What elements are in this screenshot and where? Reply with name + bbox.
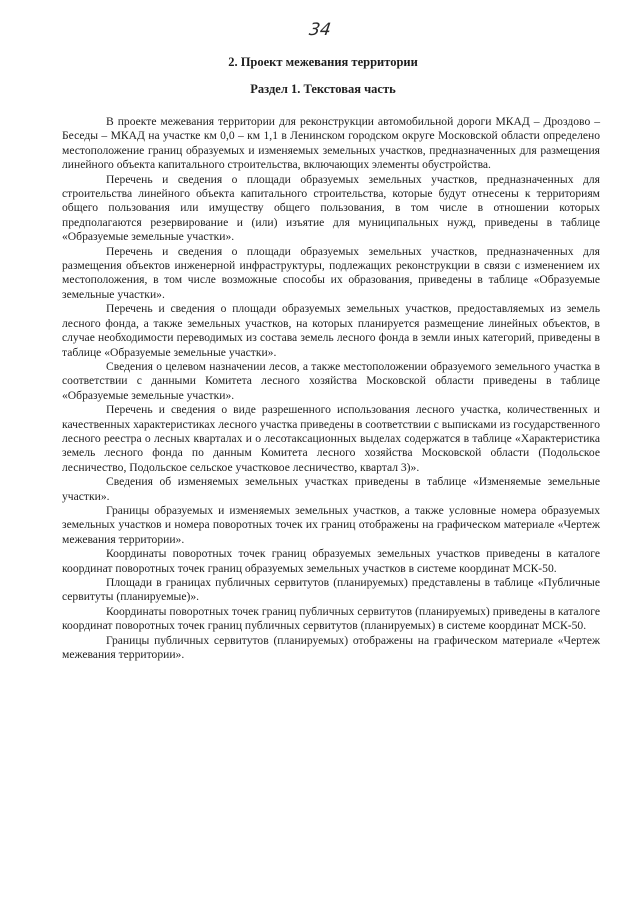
paragraph: Координаты поворотных точек границ образуемых земельных участков приведены в каталоге координат поворотных точек границ образуемых земельных участков в системе координат МСК-50. xyxy=(62,547,600,575)
section-subtitle: Раздел 1. Текстовая часть xyxy=(250,82,396,96)
section-title: 2. Проект межевания территории xyxy=(228,55,418,69)
paragraph: Площади в границах публичных сервитутов (планируемых) представлены в таблице «Публичные сервитуты (планируемые)». xyxy=(62,576,600,604)
body-text xyxy=(62,115,600,662)
paragraph: Перечень и сведения о виде разрешенного использования лесного участка, количественных и качественных характеристиках лесного участка приведены в соответствии с выписками из государственного лесного реестра о лесных кварталах и о лесотаксационных выделах содержатся в таблице «Характеристика земель лесного фонда по данным Комитета лесного хозяйства Московской области (Подольское лесничество, Подольское сельское участковое лесничество, квартал 3)». xyxy=(62,403,600,474)
paragraph: Перечень и сведения о площади образуемых земельных участков, предназначенных для строительства линейного объекта капитального строительства, которые будут отнесены к территориям общего пользования или имуществу общего пользования, в том числе в отношении которых предполагаются резервирование и (или) изъятие для муниципальных нужд, приведены в таблице «Образуемые земельные участки». xyxy=(62,172,600,244)
paragraph: Границы образуемых и изменяемых земельных участков, а также условные номера образуемых земельных участков и номера поворотных точек их границ отображены на графическом материале «Чертеж межевания территории». xyxy=(62,503,600,546)
page-number: 34 xyxy=(307,20,333,40)
paragraph: Сведения о целевом назначении лесов, а также местоположении образуемого земельного участка в соответствии с данными Комитета лесного хозяйства Московской области приведены в таблице «Образуемые земельные участки». xyxy=(62,359,600,402)
paragraph: В проекте межевания территории для реконструкции автомобильной дороги МКАД – Дроздово – Беседы – МКАД на участке км 0,0 – км 1,1 в Ленинском городском округе Московской области определено местоположение границ образуемых и изменяемых земельных участков, предназначенных для размещения линейного объекта капитального строительства, включающих элементы обустройства. xyxy=(62,115,600,172)
paragraph: Перечень и сведения о площади образуемых земельных участков, предоставляемых из земель лесного фонда, а также земельных участков, на которых планируется размещение линейных объектов, в случае необходимости переводимых из состава земель лесного фонда в земли иных категорий, приведены в таблице «Образуемые земельные участки». xyxy=(62,302,600,359)
paragraph: Границы публичных сервитутов (планируемых) отображены на графическом материале «Чертеж межевания территории». xyxy=(62,633,600,662)
paragraph: Сведения об изменяемых земельных участках приведены в таблице «Изменяемые земельные участки». xyxy=(62,475,600,503)
paragraph: Перечень и сведения о площади образуемых земельных участков, предназначенных для размещения объектов инженерной инфраструктуры, подлежащих реконструкции в связи с изменением их местоположения, в том числе возможные способы их образования, приведены в таблице «Образуемые земельные участки». xyxy=(62,244,600,301)
paragraph: Координаты поворотных точек границ публичных сервитутов (планируемых) приведены в каталоге координат поворотных точек границ публичных сервитутов (планируемых) в системе координат МСК-50. xyxy=(62,604,600,633)
